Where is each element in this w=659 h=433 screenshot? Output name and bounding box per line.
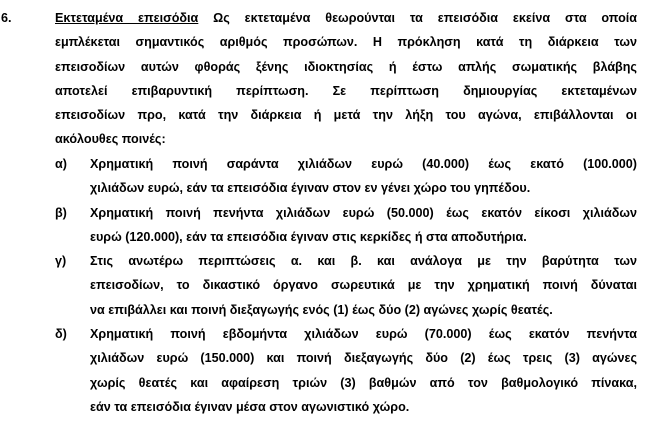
section-line-1 bbox=[55, 6, 637, 30]
item-line: χωρίς θεατές και αφαίρεση τριών (3) βαθμών από τον βαθμολογικό πίνακα, bbox=[90, 375, 637, 390]
item-label: γ) bbox=[55, 254, 67, 269]
item-line: ευρώ (120.000), εάν τα επεισόδια έγιναν στις κερκίδες ή στα αποδυτήρια. bbox=[90, 229, 527, 244]
item-text bbox=[90, 201, 637, 250]
item-text bbox=[90, 249, 637, 322]
section-line-1-text: Ως εκτεταμένα θεωρούνται τα επεισόδια εκείνα στα οποία bbox=[213, 11, 638, 25]
item-line: χιλιάδων ευρώ (150.000) και ποινή διεξαγωγής δύο (2) έως τρεις (3) αγώνες bbox=[90, 351, 637, 366]
list-item-d bbox=[0, 322, 659, 419]
item-line: Χρηματική ποινή σαράντα χιλιάδων ευρώ (40.000) έως εκατό (100.000) bbox=[90, 157, 637, 171]
item-line: Χρηματική ποινή πενήντα χιλιάδων ευρώ (50.000) έως εκατόν είκοσι χιλιάδων bbox=[90, 205, 637, 220]
section-line-5: επεισοδίων προ, κατά την διάρκεια ή μετά την λήξη του αγώνα, επιβάλλονται οι bbox=[55, 108, 637, 123]
item-line: επεισοδίων, το δικαστικό όργανο σωρευτικά με την χρηματική ποινή δύναται bbox=[90, 278, 637, 293]
penalty-list bbox=[0, 152, 659, 419]
item-label: β) bbox=[55, 205, 67, 220]
item-label: α) bbox=[55, 157, 67, 171]
item-text bbox=[90, 152, 637, 201]
section-number: 6. bbox=[1, 11, 12, 25]
section-heading: Εκτεταμένα επεισόδια bbox=[55, 11, 199, 25]
item-line: εάν τα επεισόδια έγιναν μέσα στον αγωνιστικό χώρο. bbox=[90, 399, 410, 414]
list-item-a bbox=[0, 152, 659, 201]
section-line-6: ακόλουθες ποινές: bbox=[55, 132, 166, 147]
item-line: χιλιάδων ευρώ, εάν τα επεισόδια έγιναν στον εν γένει χώρο του γηπέδου. bbox=[90, 181, 531, 196]
item-line: Χρηματική ποινή εβδομήντα χιλιάδων ευρώ (70.000) έως εκατόν πενήντα bbox=[90, 327, 637, 342]
section-line-3: επεισοδίων αυτών φθοράς ξένης ιδιοκτησίας ή έστω απλής σωματικής βλάβης bbox=[55, 59, 637, 74]
item-text bbox=[90, 322, 637, 419]
section-body bbox=[55, 6, 637, 152]
section-line-4: αποτελεί επιβαρυντική περίπτωση. Σε περίπτωση δημιουργίας εκτεταμένων bbox=[55, 83, 637, 98]
list-item-b bbox=[0, 201, 659, 250]
item-line: Στις ανωτέρω περιπτώσεις α. και β. και ανάλογα με την βαρύτητα των bbox=[90, 254, 637, 269]
section-line-2: εμπλέκεται σημαντικός αριθμός προσώπων. Η πρόκληση κατά τη διάρκεια των bbox=[55, 35, 637, 50]
item-line: να επιβάλλει και ποινή διεξαγωγής ενός (1) έως δύο (2) αγώνες χωρίς θεατές. bbox=[90, 302, 553, 317]
item-label: δ) bbox=[55, 327, 67, 342]
list-item-c bbox=[0, 249, 659, 322]
